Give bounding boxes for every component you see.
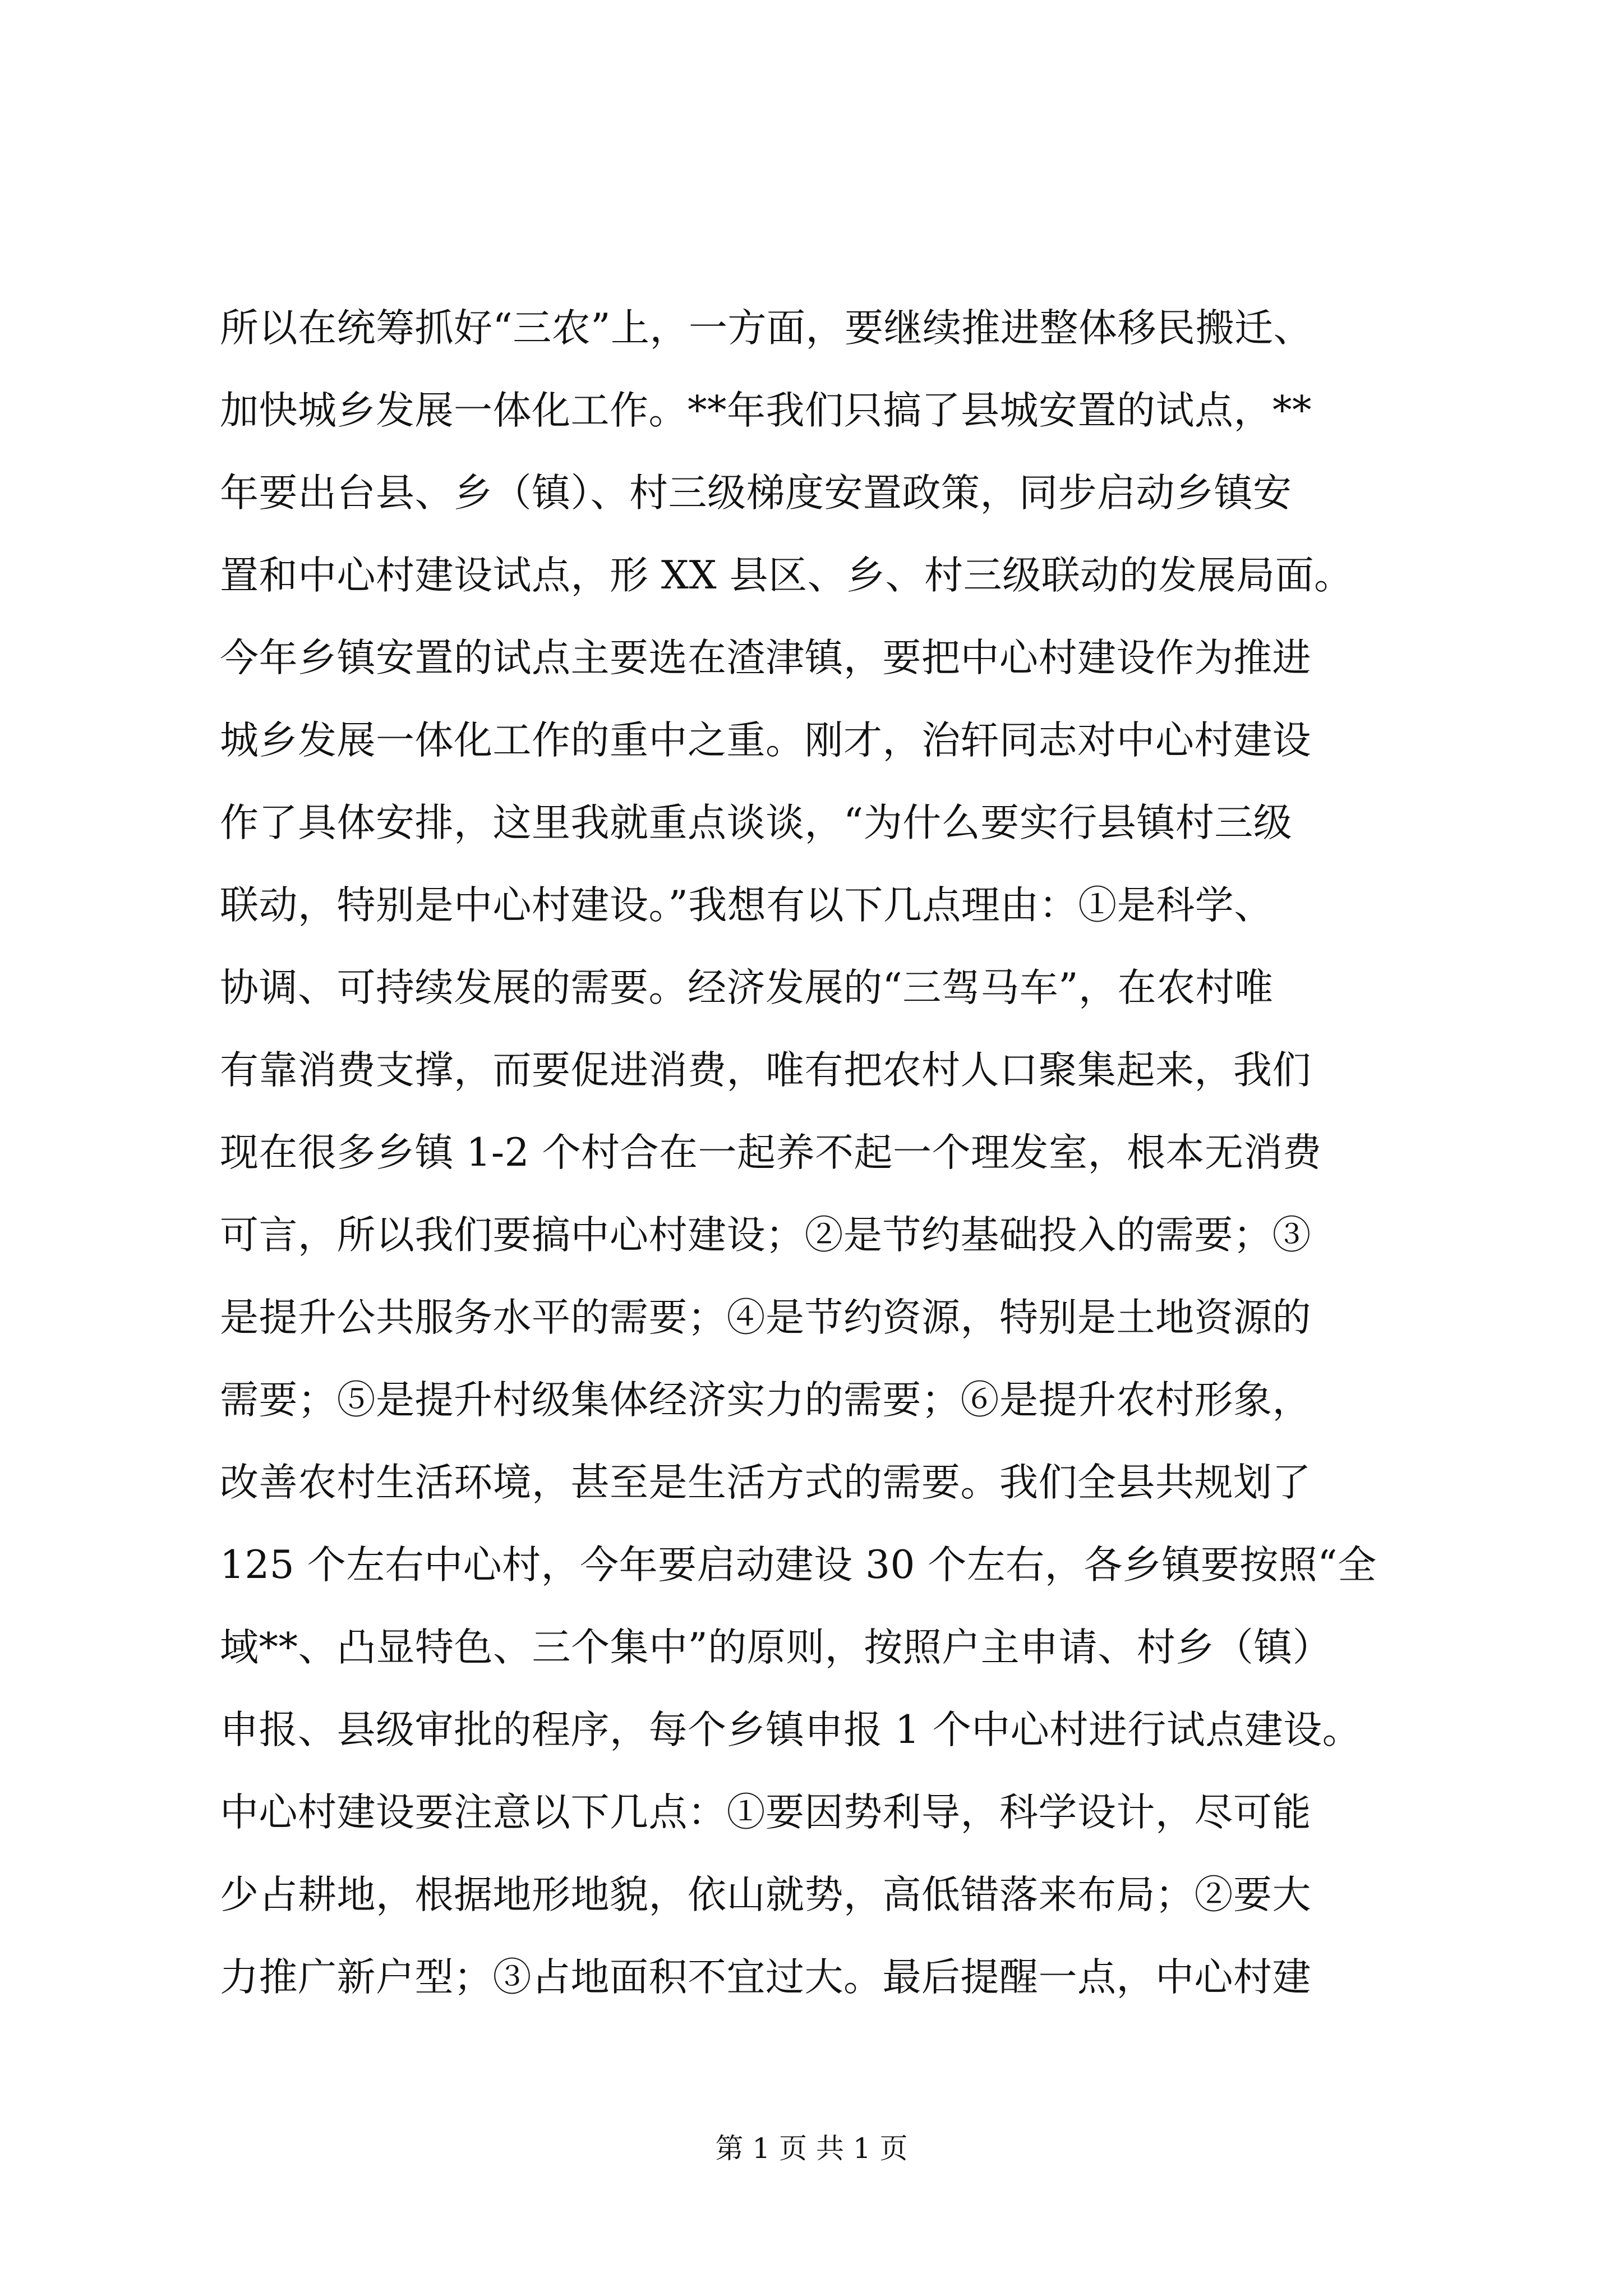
page-footer: 第 1 页 共 1 页 <box>715 2132 908 2165</box>
text-line: 力推广新户型；③占地面积不宜过大。最后提醒一点，中心村建 <box>220 1955 1311 2000</box>
text-line: 少占耕地，根据地形地貌，依山就势，高低错落来布局；②要大 <box>220 1872 1311 1917</box>
text-line: 是提升公共服务水平的需要；④是节约资源，特别是土地资源的 <box>220 1295 1311 1340</box>
text-line: 中心村建设要注意以下几点：①要因势利导，科学设计，尽可能 <box>220 1790 1311 1835</box>
text-line: 有靠消费支撑，而要促进消费，唯有把农村人口聚集起来，我们 <box>220 1048 1311 1093</box>
text-line: 置和中心村建设试点，形 XX 县区、乡、村三级联动的发展局面。 <box>220 553 1353 598</box>
text-line: 加快城乡发展一体化工作。**年我们只搞了县城安置的试点，** <box>220 388 1312 433</box>
text-line: 125 个左右中心村，今年要启动建设 30 个左右，各乡镇要按照“全 <box>220 1543 1377 1588</box>
text-line: 今年乡镇安置的试点主要选在渣津镇，要把中心村建设作为推进 <box>220 636 1311 680</box>
text-line: 年要出台县、乡（镇）、村三级梯度安置政策，同步启动乡镇安 <box>220 471 1292 516</box>
text-line: 城乡发展一体化工作的重中之重。刚才，治轩同志对中心村建设 <box>220 718 1311 763</box>
text-line: 申报、县级审批的程序，每个乡镇申报 1 个中心村进行试点建设。 <box>220 1708 1362 1752</box>
text-line: 作了具体安排，这里我就重点谈谈，“为什么要实行县镇村三级 <box>220 800 1293 845</box>
text-line: 可言，所以我们要搞中心村建设；②是节约基础投入的需要；③ <box>220 1213 1311 1258</box>
text-line: 协调、可持续发展的需要。经济发展的“三驾马车”，在农村唯 <box>220 965 1274 1010</box>
text-line: 改善农村生活环境，甚至是生活方式的需要。我们全县共规划了 <box>220 1460 1311 1505</box>
text-line: 域**、凸显特色、三个集中”的原则，按照户主申请、村乡（镇） <box>220 1625 1332 1670</box>
body-text <box>220 287 1414 2019</box>
text-line: 需要；⑤是提升村级集体经济实力的需要；⑥是提升农村形象， <box>220 1378 1311 1423</box>
text-line: 现在很多乡镇 1-2 个村合在一起养不起一个理发室，根本无消费 <box>220 1130 1322 1175</box>
text-line: 联动，特别是中心村建设。”我想有以下几点理由：①是科学、 <box>220 883 1273 928</box>
text-line: 所以在统筹抓好“三农”上，一方面，要继续推进整体移民搬迁、 <box>220 306 1313 351</box>
